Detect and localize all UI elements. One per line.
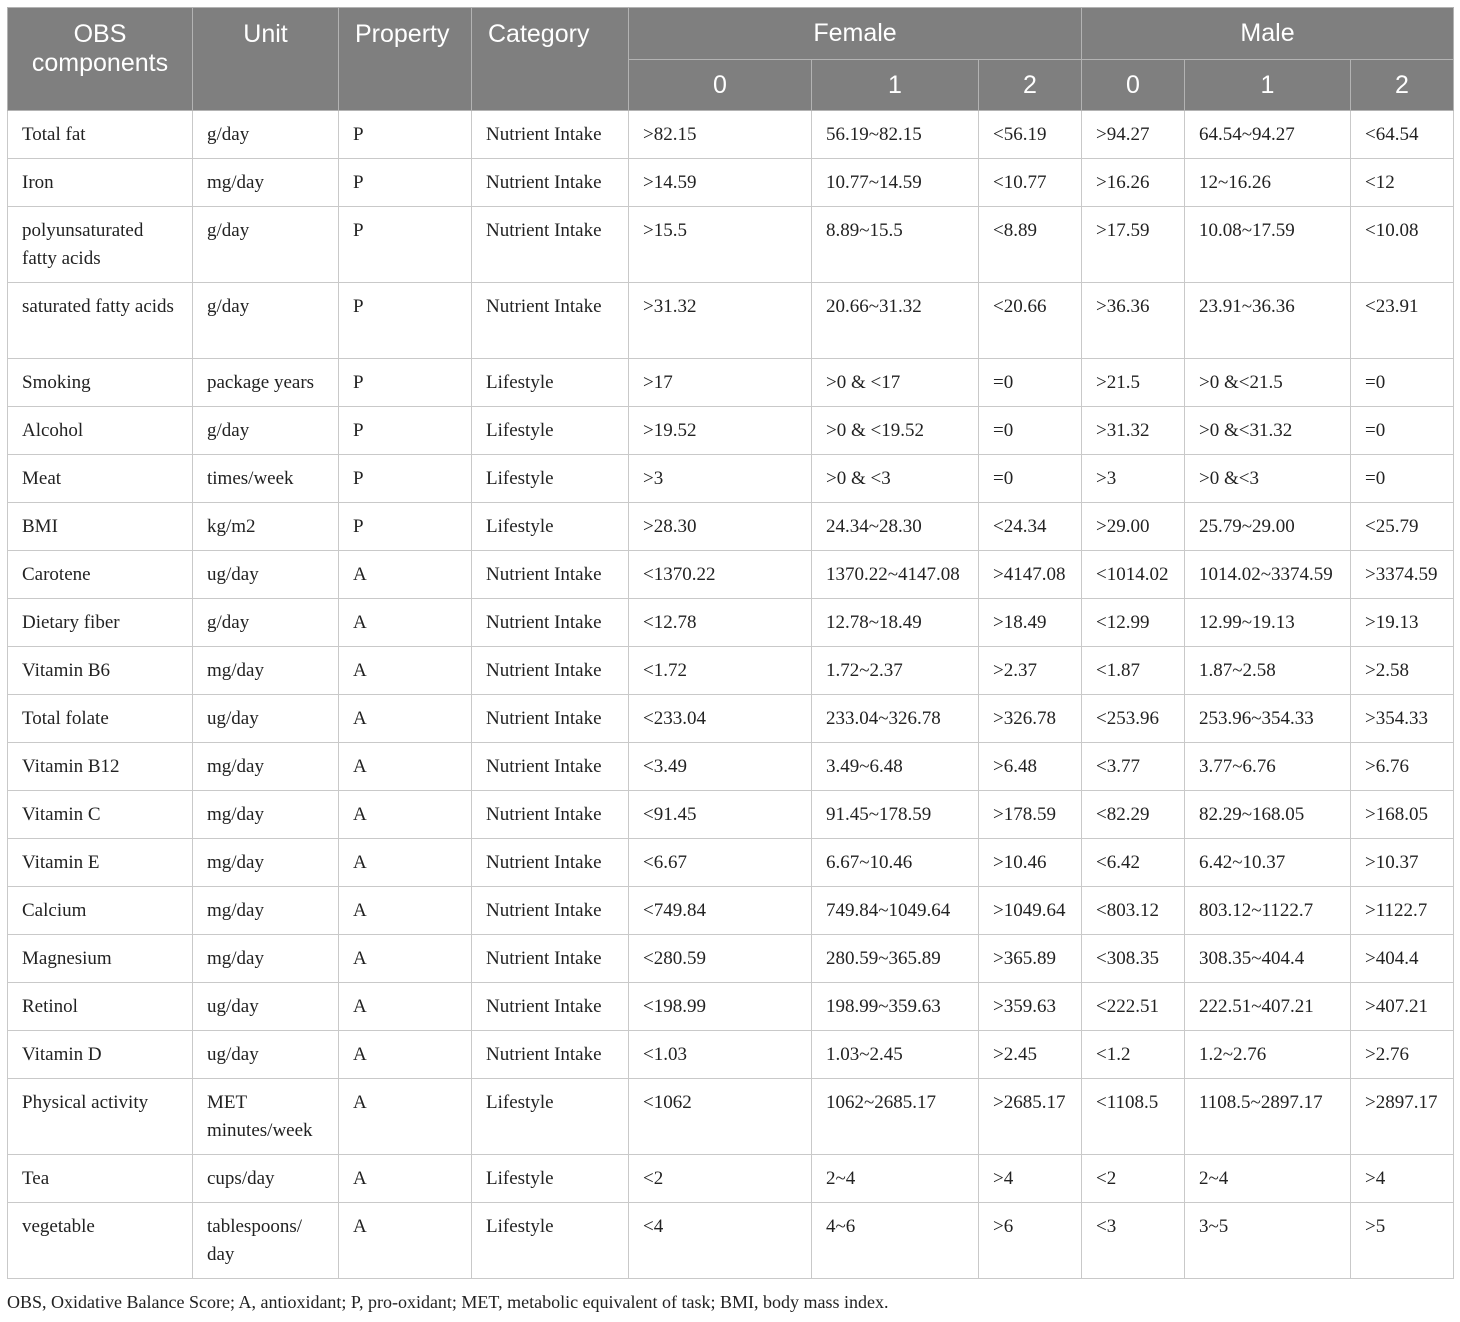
cell-male-2: >2897.17	[1351, 1079, 1454, 1155]
cell-unit: ug/day	[193, 695, 339, 743]
cell-component: Meat	[8, 455, 193, 503]
cell-male-0: <1014.02	[1082, 551, 1185, 599]
cell-male-0: >31.32	[1082, 407, 1185, 455]
cell-female-2: >2.45	[979, 1031, 1082, 1079]
cell-female-2: >365.89	[979, 935, 1082, 983]
cell-male-2: =0	[1351, 359, 1454, 407]
cell-male-0: >94.27	[1082, 111, 1185, 159]
cell-category: Nutrient Intake	[472, 839, 629, 887]
cell-female-1: >0 & <17	[812, 359, 979, 407]
cell-male-0: <253.96	[1082, 695, 1185, 743]
cell-female-0: >19.52	[629, 407, 812, 455]
cell-property: P	[339, 207, 472, 283]
cell-unit: MET minutes/week	[193, 1079, 339, 1155]
cell-male-2: >3374.59	[1351, 551, 1454, 599]
table-row	[8, 839, 1454, 887]
table-header	[8, 8, 1454, 111]
cell-category: Nutrient Intake	[472, 935, 629, 983]
cell-male-2: <64.54	[1351, 111, 1454, 159]
obs-table-container	[7, 7, 1453, 1279]
cell-property: P	[339, 407, 472, 455]
cell-female-2: >1049.64	[979, 887, 1082, 935]
cell-component: Dietary fiber	[8, 599, 193, 647]
cell-male-0: >17.59	[1082, 207, 1185, 283]
cell-male-0: <308.35	[1082, 935, 1185, 983]
cell-property: A	[339, 647, 472, 695]
cell-male-0: <3.77	[1082, 743, 1185, 791]
cell-male-1: 1108.5~2897.17	[1185, 1079, 1351, 1155]
cell-category: Nutrient Intake	[472, 159, 629, 207]
cell-male-2: <25.79	[1351, 503, 1454, 551]
cell-unit: kg/m2	[193, 503, 339, 551]
cell-male-1: 253.96~354.33	[1185, 695, 1351, 743]
table-body	[8, 111, 1454, 1279]
header-male-score-1: 1	[1185, 60, 1351, 111]
cell-male-0: >21.5	[1082, 359, 1185, 407]
cell-female-2: >10.46	[979, 839, 1082, 887]
cell-male-1: 3.77~6.76	[1185, 743, 1351, 791]
cell-property: A	[339, 551, 472, 599]
cell-male-1: 803.12~1122.7	[1185, 887, 1351, 935]
cell-component: Magnesium	[8, 935, 193, 983]
cell-component: vegetable	[8, 1203, 193, 1279]
header-category: Category	[472, 8, 629, 111]
cell-unit: mg/day	[193, 647, 339, 695]
cell-category: Lifestyle	[472, 503, 629, 551]
cell-male-1: 82.29~168.05	[1185, 791, 1351, 839]
cell-category: Nutrient Intake	[472, 743, 629, 791]
cell-male-1: 6.42~10.37	[1185, 839, 1351, 887]
header-female: Female	[629, 8, 1082, 60]
cell-male-1: 23.91~36.36	[1185, 283, 1351, 359]
cell-category: Lifestyle	[472, 407, 629, 455]
cell-female-1: 1062~2685.17	[812, 1079, 979, 1155]
header-obs-components: OBS components	[8, 8, 193, 111]
cell-male-0: <3	[1082, 1203, 1185, 1279]
cell-male-0: <222.51	[1082, 983, 1185, 1031]
header-female-score-0: 0	[629, 60, 812, 111]
cell-female-0: >3	[629, 455, 812, 503]
cell-component: Total fat	[8, 111, 193, 159]
cell-male-2: >6.76	[1351, 743, 1454, 791]
cell-unit: ug/day	[193, 551, 339, 599]
cell-female-0: <1.72	[629, 647, 812, 695]
cell-female-0: >17	[629, 359, 812, 407]
cell-category: Nutrient Intake	[472, 1031, 629, 1079]
table-row	[8, 887, 1454, 935]
cell-female-0: <198.99	[629, 983, 812, 1031]
table-row	[8, 159, 1454, 207]
cell-property: A	[339, 695, 472, 743]
header-female-score-1: 1	[812, 60, 979, 111]
cell-male-1: 1.2~2.76	[1185, 1031, 1351, 1079]
cell-property: A	[339, 983, 472, 1031]
table-row	[8, 407, 1454, 455]
table-row	[8, 1079, 1454, 1155]
cell-female-1: 749.84~1049.64	[812, 887, 979, 935]
cell-male-0: <1.87	[1082, 647, 1185, 695]
cell-property: A	[339, 839, 472, 887]
cell-property: A	[339, 791, 472, 839]
cell-unit: mg/day	[193, 839, 339, 887]
cell-component: saturated fatty acids	[8, 283, 193, 359]
cell-female-1: 198.99~359.63	[812, 983, 979, 1031]
cell-female-1: 10.77~14.59	[812, 159, 979, 207]
cell-unit: g/day	[193, 283, 339, 359]
cell-female-0: >28.30	[629, 503, 812, 551]
cell-property: A	[339, 743, 472, 791]
cell-female-1: 12.78~18.49	[812, 599, 979, 647]
cell-category: Nutrient Intake	[472, 283, 629, 359]
cell-male-2: >2.76	[1351, 1031, 1454, 1079]
cell-male-1: 12~16.26	[1185, 159, 1351, 207]
cell-component: Carotene	[8, 551, 193, 599]
cell-category: Lifestyle	[472, 455, 629, 503]
cell-female-1: >0 & <3	[812, 455, 979, 503]
cell-property: A	[339, 887, 472, 935]
cell-male-2: >168.05	[1351, 791, 1454, 839]
cell-property: A	[339, 935, 472, 983]
cell-female-0: >15.5	[629, 207, 812, 283]
cell-female-0: >82.15	[629, 111, 812, 159]
cell-property: A	[339, 1155, 472, 1203]
cell-male-1: 25.79~29.00	[1185, 503, 1351, 551]
cell-female-2: >4	[979, 1155, 1082, 1203]
cell-unit: mg/day	[193, 159, 339, 207]
cell-female-2: <20.66	[979, 283, 1082, 359]
table-row	[8, 283, 1454, 359]
cell-category: Nutrient Intake	[472, 791, 629, 839]
cell-component: Vitamin E	[8, 839, 193, 887]
cell-male-1: >0 &<21.5	[1185, 359, 1351, 407]
cell-female-1: 6.67~10.46	[812, 839, 979, 887]
cell-component: Smoking	[8, 359, 193, 407]
cell-unit: mg/day	[193, 791, 339, 839]
cell-female-2: =0	[979, 359, 1082, 407]
cell-female-2: >359.63	[979, 983, 1082, 1031]
cell-male-1: 64.54~94.27	[1185, 111, 1351, 159]
table-row	[8, 1155, 1454, 1203]
cell-male-2: >407.21	[1351, 983, 1454, 1031]
cell-component: Total folate	[8, 695, 193, 743]
cell-component: Tea	[8, 1155, 193, 1203]
cell-male-0: >3	[1082, 455, 1185, 503]
cell-female-0: <2	[629, 1155, 812, 1203]
cell-unit: g/day	[193, 599, 339, 647]
cell-female-2: <24.34	[979, 503, 1082, 551]
table-row	[8, 695, 1454, 743]
cell-category: Lifestyle	[472, 1079, 629, 1155]
header-property: Property	[339, 8, 472, 111]
cell-component: Calcium	[8, 887, 193, 935]
cell-component: Iron	[8, 159, 193, 207]
cell-male-0: >36.36	[1082, 283, 1185, 359]
cell-property: P	[339, 455, 472, 503]
cell-male-0: <803.12	[1082, 887, 1185, 935]
cell-female-0: <280.59	[629, 935, 812, 983]
cell-category: Lifestyle	[472, 359, 629, 407]
cell-female-2: >2.37	[979, 647, 1082, 695]
cell-male-0: >29.00	[1082, 503, 1185, 551]
cell-female-2: >326.78	[979, 695, 1082, 743]
cell-female-0: <1.03	[629, 1031, 812, 1079]
cell-male-1: 3~5	[1185, 1203, 1351, 1279]
cell-male-0: <1.2	[1082, 1031, 1185, 1079]
cell-male-1: >0 &<31.32	[1185, 407, 1351, 455]
cell-male-2: >19.13	[1351, 599, 1454, 647]
cell-unit: times/week	[193, 455, 339, 503]
cell-component: Physical activity	[8, 1079, 193, 1155]
cell-component: polyunsaturated fatty acids	[8, 207, 193, 283]
cell-male-2: >1122.7	[1351, 887, 1454, 935]
header-unit: Unit	[193, 8, 339, 111]
table-row	[8, 1203, 1454, 1279]
cell-female-1: >0 & <19.52	[812, 407, 979, 455]
cell-female-2: <56.19	[979, 111, 1082, 159]
cell-male-2: <12	[1351, 159, 1454, 207]
cell-component: Vitamin B6	[8, 647, 193, 695]
cell-male-0: <82.29	[1082, 791, 1185, 839]
table-footnote: OBS, Oxidative Balance Score; A, antioxidant; P, pro-oxidant; MET, metabolic equivalent of task; BMI, body mass index.	[7, 1292, 889, 1312]
cell-male-1: 1014.02~3374.59	[1185, 551, 1351, 599]
cell-unit: g/day	[193, 407, 339, 455]
cell-property: P	[339, 159, 472, 207]
cell-category: Nutrient Intake	[472, 551, 629, 599]
table-row	[8, 551, 1454, 599]
obs-components-table	[7, 7, 1454, 1279]
table-row	[8, 743, 1454, 791]
cell-female-0: <1370.22	[629, 551, 812, 599]
cell-male-2: >2.58	[1351, 647, 1454, 695]
cell-female-0: <1062	[629, 1079, 812, 1155]
cell-unit: ug/day	[193, 983, 339, 1031]
table-row	[8, 111, 1454, 159]
cell-unit: mg/day	[193, 887, 339, 935]
cell-female-2: =0	[979, 407, 1082, 455]
cell-male-0: <1108.5	[1082, 1079, 1185, 1155]
cell-female-2: >4147.08	[979, 551, 1082, 599]
header-female-score-2: 2	[979, 60, 1082, 111]
cell-category: Nutrient Intake	[472, 111, 629, 159]
table-row	[8, 207, 1454, 283]
cell-property: P	[339, 503, 472, 551]
cell-female-2: >178.59	[979, 791, 1082, 839]
cell-female-1: 1.03~2.45	[812, 1031, 979, 1079]
cell-property: A	[339, 1203, 472, 1279]
cell-male-1: 2~4	[1185, 1155, 1351, 1203]
cell-female-1: 4~6	[812, 1203, 979, 1279]
table-row	[8, 983, 1454, 1031]
cell-female-0: <4	[629, 1203, 812, 1279]
cell-unit: package years	[193, 359, 339, 407]
cell-female-1: 3.49~6.48	[812, 743, 979, 791]
cell-property: A	[339, 1031, 472, 1079]
cell-female-1: 1.72~2.37	[812, 647, 979, 695]
cell-unit: g/day	[193, 111, 339, 159]
cell-female-2: >18.49	[979, 599, 1082, 647]
cell-female-2: <8.89	[979, 207, 1082, 283]
cell-property: A	[339, 1079, 472, 1155]
cell-unit: mg/day	[193, 743, 339, 791]
cell-category: Nutrient Intake	[472, 207, 629, 283]
cell-component: Retinol	[8, 983, 193, 1031]
cell-male-1: 12.99~19.13	[1185, 599, 1351, 647]
table-row	[8, 791, 1454, 839]
cell-property: P	[339, 111, 472, 159]
cell-property: P	[339, 359, 472, 407]
cell-component: Vitamin D	[8, 1031, 193, 1079]
header-male-score-0: 0	[1082, 60, 1185, 111]
cell-male-1: 1.87~2.58	[1185, 647, 1351, 695]
cell-female-0: >31.32	[629, 283, 812, 359]
cell-male-2: =0	[1351, 455, 1454, 503]
cell-female-0: <12.78	[629, 599, 812, 647]
cell-female-2: >2685.17	[979, 1079, 1082, 1155]
cell-unit: cups/day	[193, 1155, 339, 1203]
table-row	[8, 455, 1454, 503]
cell-category: Nutrient Intake	[472, 983, 629, 1031]
cell-female-1: 20.66~31.32	[812, 283, 979, 359]
cell-category: Lifestyle	[472, 1155, 629, 1203]
cell-component: BMI	[8, 503, 193, 551]
cell-female-0: <3.49	[629, 743, 812, 791]
cell-female-0: >14.59	[629, 159, 812, 207]
cell-unit: g/day	[193, 207, 339, 283]
cell-category: Nutrient Intake	[472, 647, 629, 695]
cell-female-0: <233.04	[629, 695, 812, 743]
cell-female-0: <91.45	[629, 791, 812, 839]
cell-female-1: 1370.22~4147.08	[812, 551, 979, 599]
cell-female-1: 233.04~326.78	[812, 695, 979, 743]
cell-female-2: =0	[979, 455, 1082, 503]
cell-category: Nutrient Intake	[472, 887, 629, 935]
cell-female-1: 8.89~15.5	[812, 207, 979, 283]
cell-component: Vitamin C	[8, 791, 193, 839]
cell-category: Nutrient Intake	[472, 695, 629, 743]
cell-male-2: =0	[1351, 407, 1454, 455]
cell-male-2: >5	[1351, 1203, 1454, 1279]
cell-female-1: 2~4	[812, 1155, 979, 1203]
cell-male-0: <12.99	[1082, 599, 1185, 647]
cell-female-1: 24.34~28.30	[812, 503, 979, 551]
table-row	[8, 503, 1454, 551]
cell-unit: ug/day	[193, 1031, 339, 1079]
cell-female-1: 280.59~365.89	[812, 935, 979, 983]
cell-male-1: 10.08~17.59	[1185, 207, 1351, 283]
cell-female-2: >6.48	[979, 743, 1082, 791]
table-row	[8, 359, 1454, 407]
cell-property: P	[339, 283, 472, 359]
cell-male-1: 308.35~404.4	[1185, 935, 1351, 983]
header-male: Male	[1082, 8, 1454, 60]
cell-unit: tablespoons/ day	[193, 1203, 339, 1279]
cell-male-2: >4	[1351, 1155, 1454, 1203]
cell-category: Nutrient Intake	[472, 599, 629, 647]
cell-female-2: <10.77	[979, 159, 1082, 207]
cell-male-0: <2	[1082, 1155, 1185, 1203]
table-row	[8, 599, 1454, 647]
table-row	[8, 647, 1454, 695]
cell-property: A	[339, 599, 472, 647]
cell-male-1: >0 &<3	[1185, 455, 1351, 503]
table-row	[8, 935, 1454, 983]
cell-component: Vitamin B12	[8, 743, 193, 791]
cell-male-0: >16.26	[1082, 159, 1185, 207]
header-male-score-2: 2	[1351, 60, 1454, 111]
cell-male-2: <10.08	[1351, 207, 1454, 283]
cell-female-1: 91.45~178.59	[812, 791, 979, 839]
table-row	[8, 1031, 1454, 1079]
cell-male-2: <23.91	[1351, 283, 1454, 359]
cell-male-0: <6.42	[1082, 839, 1185, 887]
cell-female-0: <749.84	[629, 887, 812, 935]
cell-male-2: >354.33	[1351, 695, 1454, 743]
cell-component: Alcohol	[8, 407, 193, 455]
cell-category: Lifestyle	[472, 1203, 629, 1279]
cell-female-2: >6	[979, 1203, 1082, 1279]
cell-male-1: 222.51~407.21	[1185, 983, 1351, 1031]
cell-female-0: <6.67	[629, 839, 812, 887]
cell-male-2: >404.4	[1351, 935, 1454, 983]
cell-unit: mg/day	[193, 935, 339, 983]
cell-female-1: 56.19~82.15	[812, 111, 979, 159]
cell-male-2: >10.37	[1351, 839, 1454, 887]
